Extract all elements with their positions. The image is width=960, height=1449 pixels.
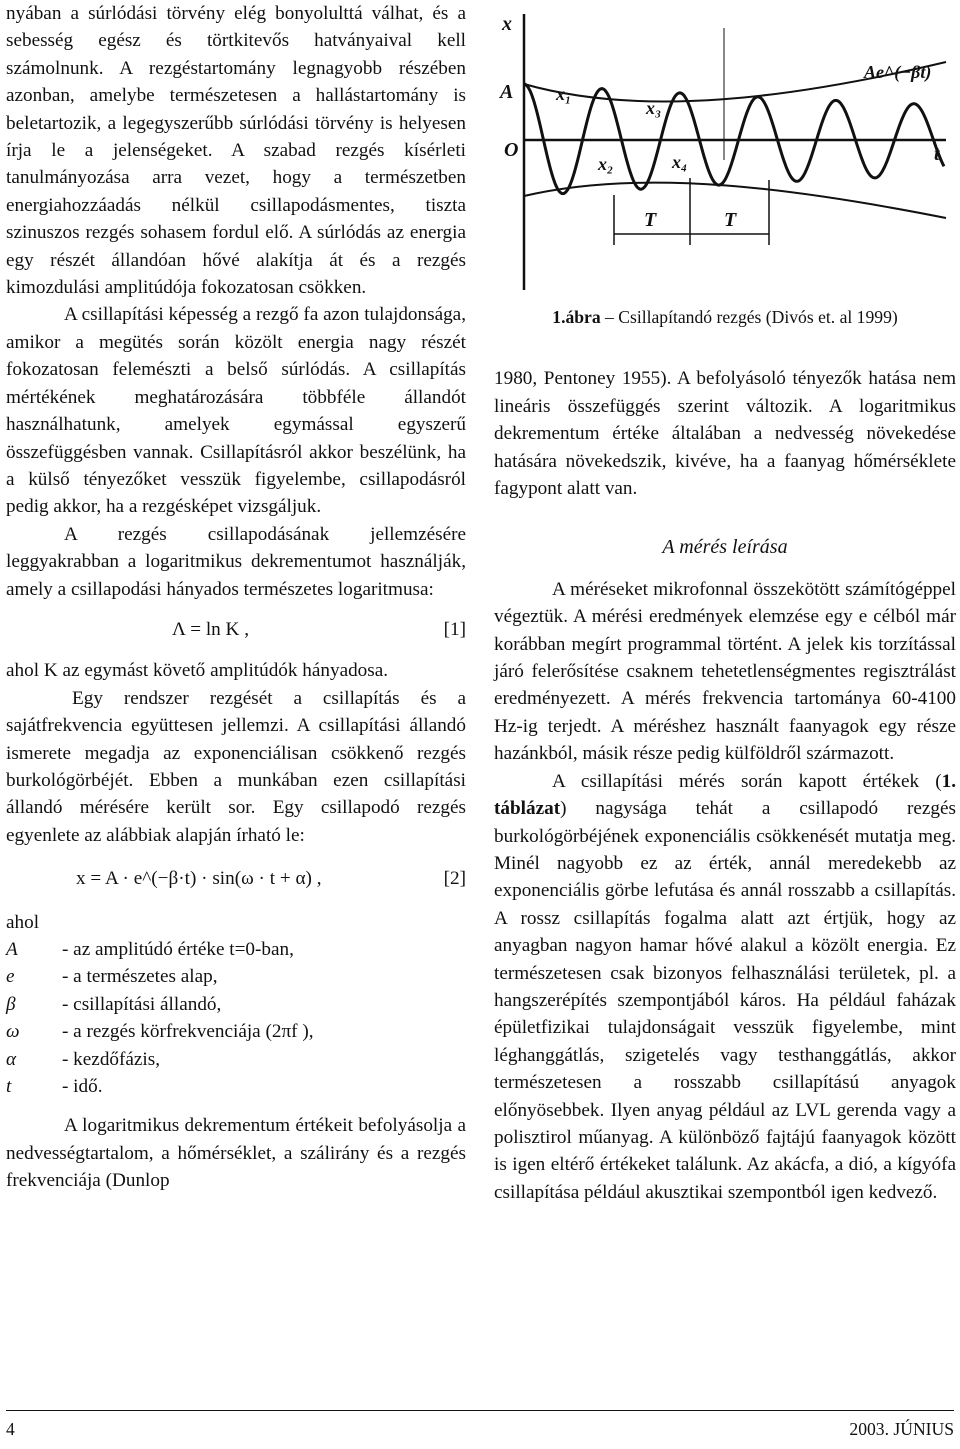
paragraph: ahol K az egymást követő amplitúdók hányadosa. [6,660,389,682]
variable-row [6,1018,466,1045]
right-column [494,0,956,1206]
label-T2: T [724,209,737,231]
paragraph: Egy rendszer rezgését a csillapítás és a sajátfrekvencia együttesen jellemzi. A csillapítási állandó ismerete megadja az exponenciálisan csökkenő rezgés burkológörbéjét. Ebben a munkában ezen csillapítási állandó mérésére került sor. Egy csillapodó rezgés egyenlete az alábbiak alapján írható le: [6,687,466,846]
page-footer [6,1410,954,1439]
where-label: ahol [6,911,40,933]
equation-2-formula: x = A · e^(−β·t) · sin(ω · t + α) , [76,868,322,890]
paragraph [494,768,956,1207]
variable-symbol: β [6,993,16,1015]
variable-definition: - a rezgés körfrekvenciája (2πf ), [62,1021,314,1043]
variable-definition: - csillapítási állandó, [62,993,222,1015]
issue-date: 2003. JÚNIUS [849,1419,954,1439]
figure-caption [494,304,956,331]
variable-row [6,1046,466,1073]
equation-2 [6,865,466,892]
left-column [6,0,466,1195]
label-x1: x₁ [556,84,572,104]
table-reference: 1. táblázat [494,770,956,820]
variable-symbol: e [6,966,15,988]
label-A: A [500,81,514,103]
paragraph: 1980, Pentoney 1955). A befolyásoló tényezők hatása nem lineáris összefüggés szerint változik. A logaritmikus dekrementum értéke általában a nedvesség növekedése hatására növekedszik, kivéve, ha a faanyag hőmérséklete fagypont alatt van. [494,368,956,500]
variable-definition: - idő. [62,1075,103,1097]
variable-row [6,991,466,1018]
equation-1-formula: Λ = ln K , [172,618,250,640]
label-T1: T [644,209,657,231]
variable-row [6,1073,466,1100]
variable-definition: - a természetes alap, [62,966,218,988]
variable-symbol: ω [6,1021,20,1043]
caption-label: 1.ábra [552,307,601,327]
label-O: O [504,139,519,161]
variable-definition: - az amplitúdó értéke t=0-ban, [62,938,294,960]
equation-1-number: [1] [443,618,466,640]
caption-text: – Csillapítandó rezgés (Divós et. al 1999) [600,307,898,327]
label-x2: x₂ [598,154,614,174]
page-number: 4 [6,1419,15,1439]
figure-damped-oscillation [494,0,956,298]
variable-symbol: t [6,1075,12,1097]
label-t: t [934,143,940,165]
paragraph: A csillapítási képesség a rezgő fa azon tulajdonsága, amikor a megütés során közölt energia nagy részét fokozatosan felemészti a belső súrlódás. A csillapítás mértékének meghatározására többféle állandót használhatunk, amelyek egymással egyszerű összefüggésben vannak. Csillapításról akkor beszélünk, ha a külső tényezőket vesszük figyelembe, csillapodásról pedig akkor, ha a rezgésképet vizsgáljuk. [6,304,466,518]
label-envelope: Ae^(−βt) [864,62,932,82]
equation-2-number: [2] [443,868,466,890]
variable-symbol: α [6,1048,17,1070]
paragraph: nyában a súrlódási törvény elég bonyolulttá válhat, és a sebesség egész és törtkitevős hatványaival kell számolnunk. A rezgéstartomány legnagyobb részében azonban, amelybe természetesen a hallástartomány is beletartozik, a legegyszerűbb súrlódási törvény is helyesen írja le a jelenségeket. A szabad rezgés kísérleti tanulmányozása arra vezet, hogy a természetben energiahozzáadás nélkül csillapodásmentes, tiszta szinuszos rezgés sohasem fordul elő. A súrlódás az energia egy részét állandóan hővé alakítja át és a rezgés kimozdulási amplitúdója fokozatosan csökken. [6,3,466,299]
label-x4: x₄ [672,152,688,172]
paragraph: A logaritmikus dekrementum értékeit befolyásolja a nedvességtartalom, a hőmérséklet, a szálirány és a rezgés frekvenciája (Dunlop [6,1115,466,1192]
section-title: A mérés leírása [662,536,788,559]
variable-list [6,936,466,1100]
label-x3: x₃ [646,98,662,118]
text-run: ) nagysága tehát a csillapodó rezgés burkológörbéjének exponenciális csökkenését mutatja meg. Minél nagyobb ez az érték, annál meredekebb az exponenciális görbe lefutása és annál rosszabb a csillapítás. A rossz csillapítás fogalma alatt azt értjük, hogy az anyagban nagyon hamar hővé alakul a közölt energia. Ez természetesen csak bizonyos felhasználási területek, pl. a hangszerépítés szempontjából káros. Ha például faházak épületfizikai tulajdonságait vesszük figyelembe, mint léghanggátlás, szigetelés vagy testhanggátlás, akkor természetesen a rosszabb csillapítású anyagok előnyösebbek. Ilyen anyag például az LVL gerenda vagy a polisztirol műanyag. A különböző fajtájú faanyagok között is igen eltérő értékeket találunk. Az akácfa, a dió, a kígyófa csillapítása például akusztikai szempontból igen kedvező. [494,798,956,1203]
text-run: A csillapítási mérés során kapott értékek ( [552,770,942,792]
paragraph: A rezgés csillapodásának jellemzésére leggyakrabban a logaritmikus dekrementumot használják, amely a csillapodási hányados természetes logaritmusa: [6,523,466,600]
variable-row [6,936,466,963]
label-x: x [502,13,512,35]
figure-drawing [494,0,956,296]
variable-definition: - kezdőfázis, [62,1048,161,1070]
variable-row [6,963,466,990]
equation-1 [6,616,466,643]
paragraph: A méréseket mikrofonnal összekötött számítógéppel végeztük. A mérési eredmények elemzése egy e célból már korábban megírt programmal történt. A jelek kis torzítással járó felerősítése csaknem tehetetlenségmentes regisztrálást eredményezett. A mérés frekvencia tartománya 60-4100 Hz-ig terjedt. A méréshez használt faanyagok egy része hazánkból, másik része pedig külföldről származott. [494,578,956,765]
variable-symbol: A [6,938,18,960]
